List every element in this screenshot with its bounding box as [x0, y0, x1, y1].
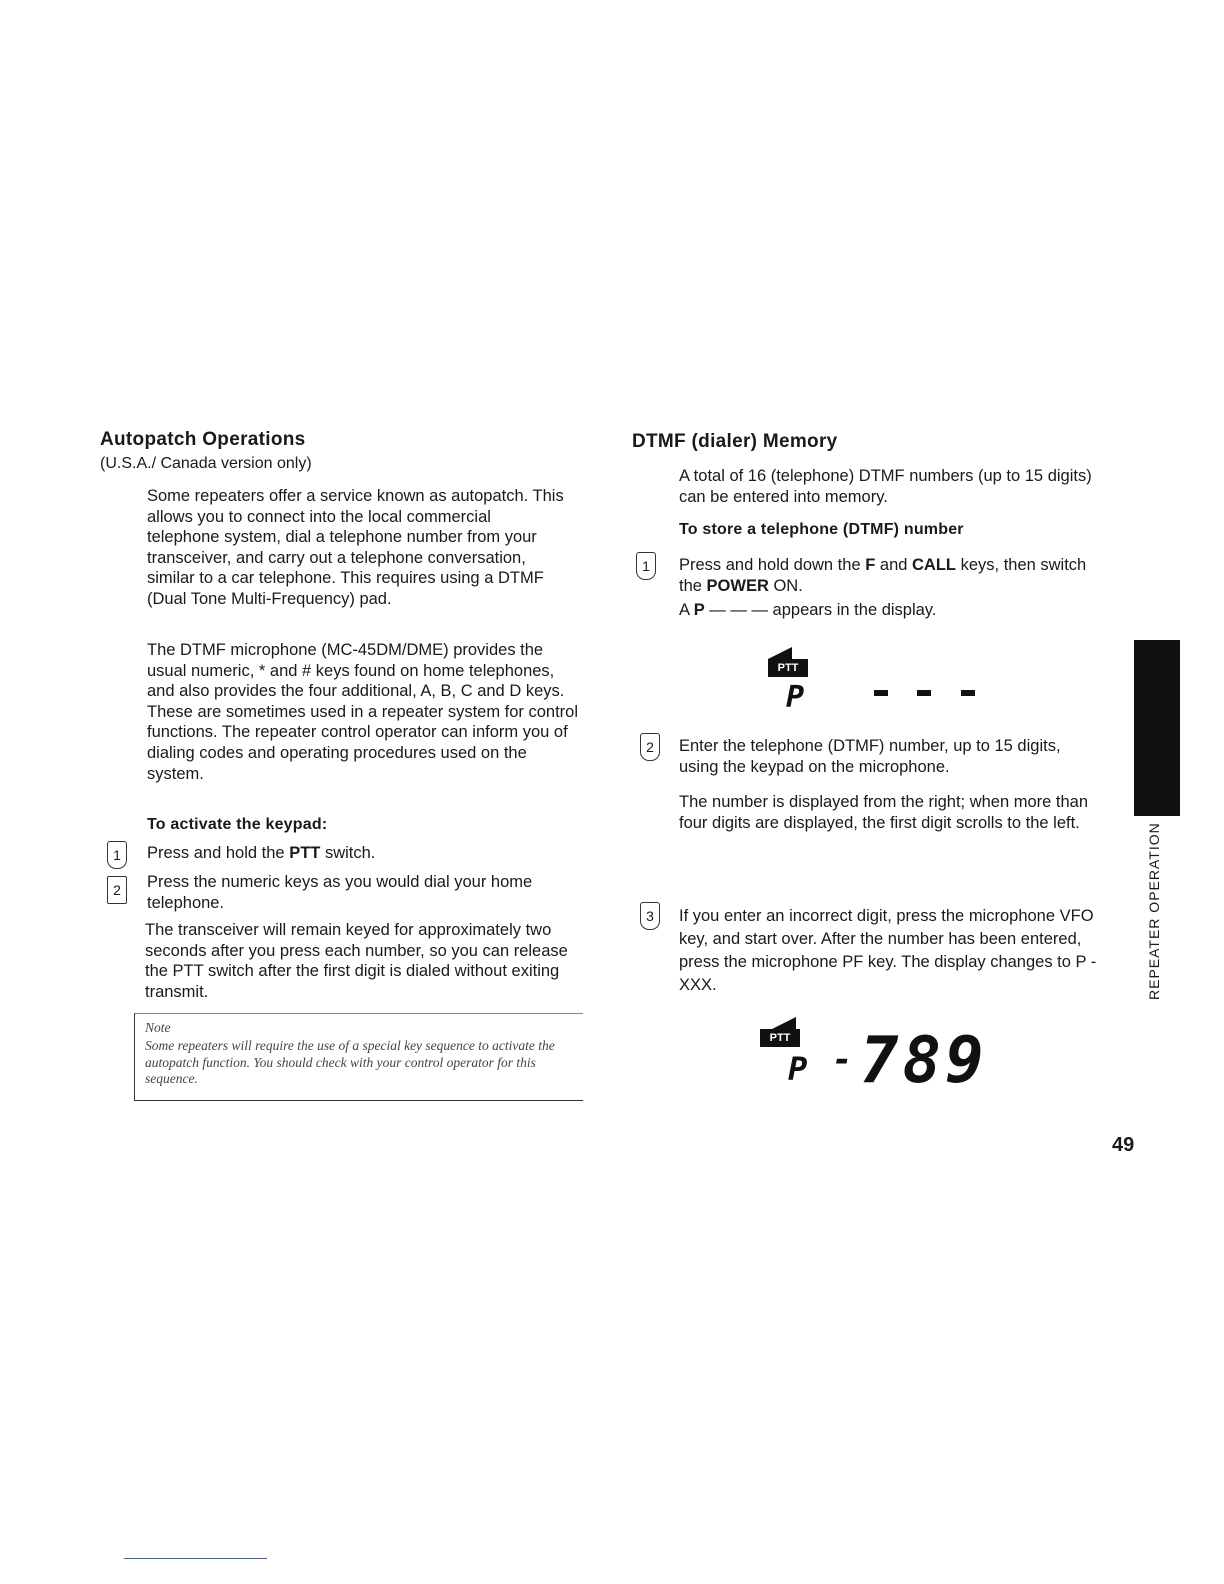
- lcd-dash-1: [874, 690, 888, 696]
- dtmf-step-1: Press and hold down the F and CALL keys, then switch the POWER ON.: [679, 556, 1087, 595]
- section-title-dtmf: DTMF (dialer) Memory: [632, 431, 838, 452]
- dtmf-step-1-display-note: A P — — — appears in the display.: [679, 601, 937, 619]
- lcd-p-char-2: P: [788, 1050, 808, 1088]
- section-tab-marker: [1134, 640, 1180, 816]
- dtmf-intro-paragraph: A total of 16 (telephone) DTMF numbers (up to 15 digits) can be entered into memory.: [679, 467, 1092, 506]
- lcd-dash-3: [961, 690, 975, 696]
- note-title: Note: [145, 1020, 171, 1035]
- dtmf-step-3: If you enter an incorrect digit, press the microphone VFO key, and start over. After the number has been entered, press the microphone PF key. The display changes to P -XXX.: [679, 907, 1097, 994]
- step-2-marker: 2: [107, 876, 127, 904]
- number-scroll-paragraph: The number is displayed from the right; when more than four digits are displayed, the first digit scrolls to the left.: [679, 793, 1089, 832]
- ptt-indicator-triangle-2: [772, 1017, 796, 1029]
- ptt-indicator-2: PTT: [760, 1029, 800, 1047]
- ptt-indicator: PTT: [768, 659, 808, 677]
- section-title-autopatch: Autopatch Operations: [100, 429, 306, 450]
- lcd-p-char: P: [786, 680, 805, 715]
- lcd-dash-2: [917, 690, 931, 696]
- section-tab-label: REPEATER OPERATION: [1146, 822, 1162, 1000]
- dtmf-step-1-marker: 1: [636, 552, 656, 580]
- note-box: [134, 1013, 583, 1101]
- dtmf-step-3-marker: 3: [640, 902, 660, 930]
- store-number-subheading: To store a telephone (DTMF) number: [679, 521, 964, 538]
- dtmf-step-2-marker: 2: [640, 733, 660, 761]
- note-text: Some repeaters will require the use of a special key sequence to activate the autopatch function. You should check with your control operator for this sequence.: [145, 1038, 555, 1086]
- lcd-digits: 789: [860, 1024, 988, 1098]
- autopatch-intro-paragraph: Some repeaters offer a service known as autopatch. This allows you to connect into the local commercial telephone system, dial a telephone number from your transceiver, and carry out a telephone conversation, similar to a car telephone. This requires using a DTMF (Dual Tone Multi-Frequency) pad.: [147, 487, 564, 608]
- footer-rule: [124, 1558, 267, 1559]
- lcd-dash-char: -: [832, 1040, 853, 1080]
- keypad-step-2: Press the numeric keys as you would dial your home telephone.: [147, 873, 533, 912]
- section-subtitle: (U.S.A./ Canada version only): [100, 455, 312, 472]
- ptt-indicator-triangle: [768, 647, 792, 659]
- keypad-subheading: To activate the keypad:: [147, 816, 328, 833]
- keyed-duration-paragraph: The transceiver will remain keyed for approximately two seconds after you press each number, so you can release the PTT switch after the first digit is dialed without exiting transmit.: [145, 921, 568, 1001]
- step-1-marker: 1: [107, 841, 127, 869]
- keypad-step-1: Press and hold the PTT switch.: [147, 844, 376, 862]
- dtmf-step-2: Enter the telephone (DTMF) number, up to 15 digits, using the keypad on the microphone.: [679, 737, 1061, 776]
- page-number: 49: [1112, 1134, 1135, 1156]
- dtmf-microphone-paragraph: The DTMF microphone (MC-45DM/DME) provides the usual numeric, * and # keys found on home telephones, and also provides the four additional, A, B, C and D keys. These are sometimes used in a repeater system for control functions. The repeater control operator can inform you of dialing codes and operating procedures used on the system.: [147, 641, 579, 783]
